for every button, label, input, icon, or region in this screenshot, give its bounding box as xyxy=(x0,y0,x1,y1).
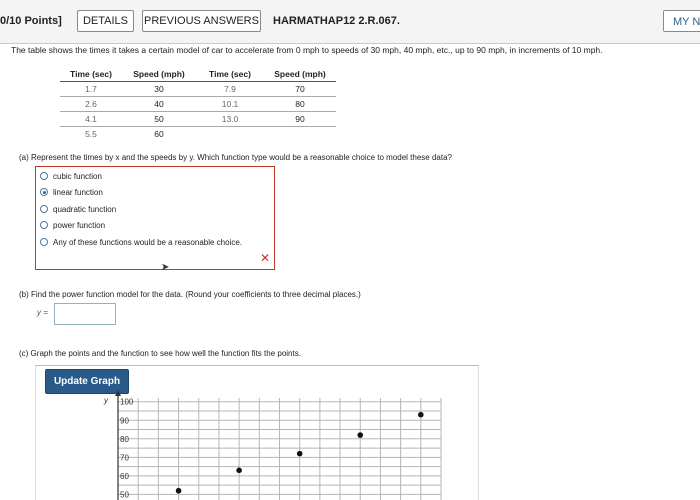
table-cell xyxy=(196,127,264,142)
table-row xyxy=(60,112,336,127)
table-header-row xyxy=(60,67,336,82)
radio-icon[interactable] xyxy=(40,172,48,180)
y-tick-label: 60 xyxy=(120,471,129,481)
table-cell: 40 xyxy=(122,97,196,112)
answer-label: y = xyxy=(37,308,48,317)
data-point xyxy=(176,488,182,494)
question-id: HARMATHAP12 2.R.067. xyxy=(273,15,400,27)
mouse-cursor-icon: ➤ xyxy=(161,262,170,273)
y-tick-label: 100 xyxy=(120,397,134,407)
choice-label: quadratic function xyxy=(53,204,117,214)
my-notes-button[interactable]: MY N xyxy=(663,10,700,32)
y-axis-label: y xyxy=(104,396,108,405)
y-axis-arrow-icon xyxy=(115,390,121,396)
col-speed-1-header: Speed (mph) xyxy=(122,67,196,82)
part-b-prompt: (b) Find the power function model for the data. (Round your coefficients to three decimal places.) xyxy=(19,290,361,299)
table-cell: 60 xyxy=(154,129,164,139)
part-a-prompt: (a) Represent the times by x and the speeds by y. Which function type would be a reasonable choice to model these data? xyxy=(19,153,452,162)
data-point xyxy=(236,468,242,474)
table-cell: 70 xyxy=(264,82,336,97)
choice-linear[interactable] xyxy=(40,185,103,199)
update-graph-button[interactable]: Update Graph xyxy=(45,369,129,394)
table-cell: 30 xyxy=(122,82,196,97)
table-row xyxy=(60,82,336,97)
part-c-prompt: (c) Graph the points and the function to see how well the function fits the points. xyxy=(19,349,301,358)
choice-label: power function xyxy=(53,220,106,230)
table-row xyxy=(60,97,336,112)
previous-answers-button[interactable]: PREVIOUS ANSWERS xyxy=(142,10,261,32)
points-label: 0/10 Points] xyxy=(0,15,62,27)
table-cell: 2.6 xyxy=(60,97,122,112)
choice-any[interactable] xyxy=(40,235,242,249)
choice-label: cubic function xyxy=(53,171,102,181)
table-row xyxy=(60,127,336,142)
table-cell: 5.5 xyxy=(85,129,97,139)
radio-icon[interactable] xyxy=(40,221,48,229)
col-time-1-header: Time (sec) xyxy=(60,67,122,82)
data-table xyxy=(60,67,336,141)
choice-power[interactable] xyxy=(40,218,105,232)
y-tick-label: 80 xyxy=(120,434,129,444)
table-cell: 80 xyxy=(264,97,336,112)
table-cell: 4.1 xyxy=(60,112,122,127)
choice-label: Any of these functions would be a reasonable choice. xyxy=(53,237,243,247)
data-point xyxy=(297,451,303,457)
table-cell: 7.9 xyxy=(196,82,264,97)
table-cell: 13.0 xyxy=(196,112,264,127)
data-point xyxy=(418,412,424,418)
table-cell: 1.7 xyxy=(60,82,122,97)
y-tick-label: 70 xyxy=(120,453,129,463)
table-cell: 50 xyxy=(122,112,196,127)
col-speed-2-header: Speed (mph) xyxy=(264,67,336,82)
data-point xyxy=(357,432,363,438)
question-header xyxy=(0,0,700,44)
part-a-choices xyxy=(35,166,275,270)
y-tick-label: 50 xyxy=(120,490,129,500)
choice-cubic[interactable] xyxy=(40,169,102,183)
incorrect-x-icon: ✕ xyxy=(259,251,270,265)
table-cell: 10.1 xyxy=(196,97,264,112)
radio-selected-icon[interactable] xyxy=(40,188,48,196)
intro-text: The table shows the times it takes a certain model of car to accelerate from 0 mph to speeds of 30 mph, 40 mph, etc., up to 90 mph, in increments of 10 mph. xyxy=(11,45,603,55)
radio-icon[interactable] xyxy=(40,205,48,213)
y-tick-label: 90 xyxy=(120,416,129,426)
power-function-input[interactable] xyxy=(54,303,116,325)
details-button[interactable]: DETAILS xyxy=(77,10,134,32)
table-cell xyxy=(264,127,336,142)
table-cell: 90 xyxy=(264,112,336,127)
radio-icon[interactable] xyxy=(40,238,48,246)
choice-quadratic[interactable] xyxy=(40,202,116,216)
col-time-2-header: Time (sec) xyxy=(196,67,264,82)
choice-label: linear function xyxy=(53,187,103,197)
graph-canvas[interactable] xyxy=(36,366,478,500)
graph-panel xyxy=(35,365,479,500)
